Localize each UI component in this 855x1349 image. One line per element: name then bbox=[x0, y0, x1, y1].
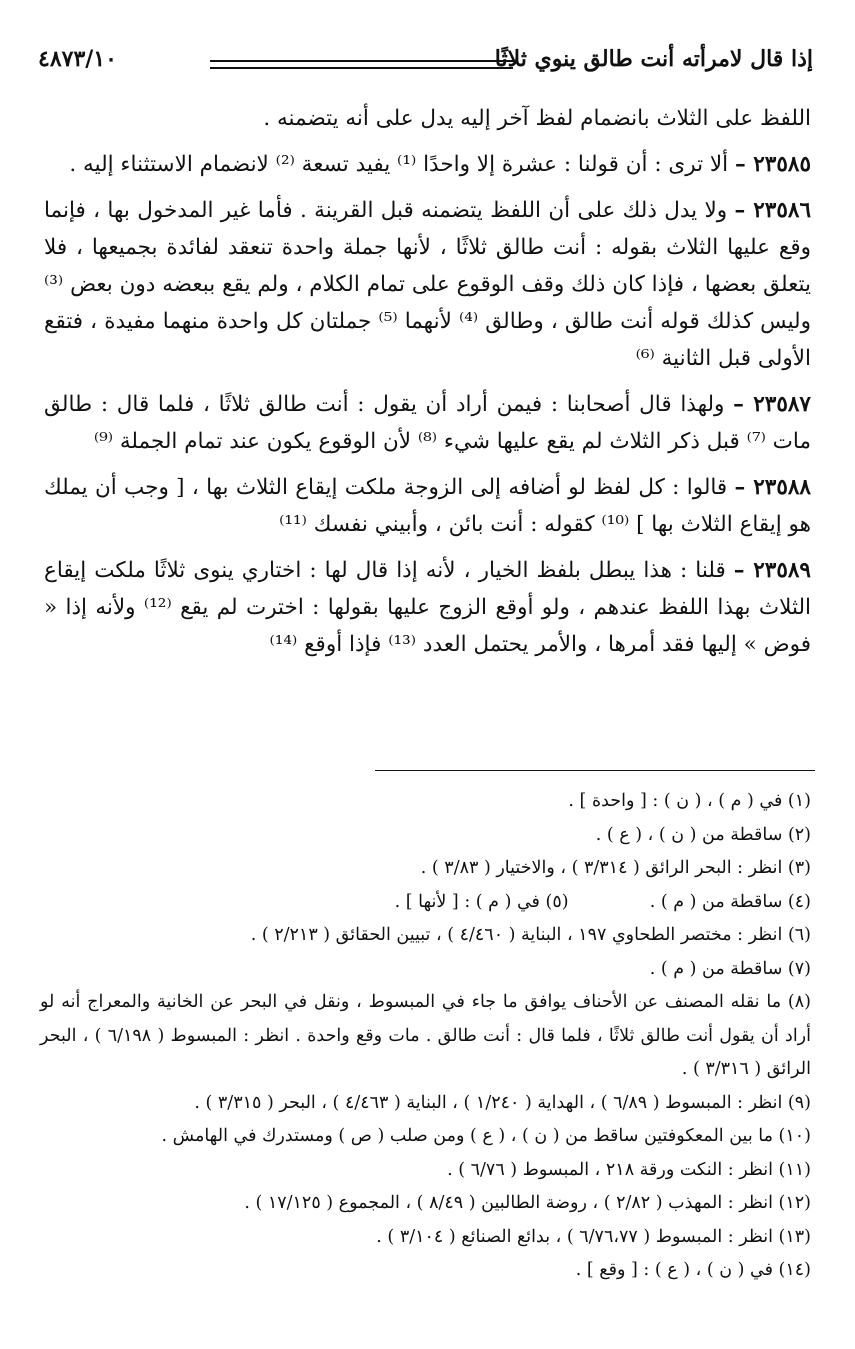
footnote: (٣) انظر : البحر الرائق ( ٣/٣١٤ ) ، والاختيار ( ٣/٨٣ ) . bbox=[420, 858, 811, 878]
footnote: (٨) ما نقله المصنف عن الأحناف يوافق ما جاء في المبسوط ، ونقل في البحر عن الخانية والمعراج أنه لو أراد أن يقول أنت طالق ثلاثًا ، فلما قال : أنت طالق . مات وقع واحدة . انظر : المبسوط ( ٦/١٩٨ ) ، البحر الرائق ( ٣/٣١٦ ) . bbox=[40, 992, 811, 1079]
page-number: ٤٨٧٣/١٠ bbox=[38, 46, 117, 72]
footnote: (٢) ساقطة من ( ن ) ، ( ع ) . bbox=[595, 824, 811, 845]
main-text bbox=[44, 100, 811, 672]
paragraph-number: ٢٣٥٨٦ – bbox=[734, 198, 811, 223]
paragraph-number: ٢٣٥٨٨ – bbox=[734, 475, 811, 500]
running-header bbox=[38, 46, 813, 92]
footnote: (١٢) انظر : المهذب ( ٢/٨٢ ) ، روضة الطالبين ( ٨/٤٩ ) ، المجموع ( ١٧/١٢٥ ) . bbox=[244, 1193, 811, 1213]
paragraph-number: ٢٣٥٨٩ – bbox=[733, 558, 811, 583]
paragraph: ٢٣٥٨٨ – قالوا : كل لفظ لو أضافه إلى الزوجة ملكت إيقاع الثلاث بها ، [ وجب أن يملك هو إيقاع الثلاث بها ] ⁽¹⁰⁾ كقوله : أنت بائن ، وأبيني نفسك ⁽¹¹⁾ bbox=[44, 475, 811, 537]
paragraph: ٢٣٥٨٦ – ولا يدل ذلك على أن اللفظ يتضمنه قبل القرينة . فأما غير المدخول بها ، فإنما وقع عليها الثلاث بقوله : أنت طالق ثلاثًا ، لأنها جملة واحدة تنعقد لفائدة بجميعها ، فلا يتعلق بعضها ، فإذا كان ذلك وقف الوقوع على تمام الكلام ، ولم يقع ببعضه دون بعض ⁽³⁾ وليس كذلك قوله أنت طالق ، وطالق ⁽⁴⁾ لأنهما ⁽⁵⁾ جملتان كل واحدة منهما مفيدة ، فتقع الأولى قبل الثانية ⁽⁶⁾ bbox=[44, 198, 811, 371]
footnote: (١) في ( م ) ، ( ن ) : [ واحدة ] . bbox=[568, 791, 811, 811]
header-rule bbox=[210, 60, 513, 69]
paragraph-number: ٢٣٥٨٥ – bbox=[735, 152, 811, 177]
footnote: (٦) انظر : مختصر الطحاوي ١٩٧ ، البناية ( ٤/٤٦٠ ) ، تبيين الحقائق ( ٢/٢١٣ ) . bbox=[250, 925, 811, 945]
paragraph: ٢٣٥٨٥ – ألا ترى : أن قولنا : عشرة إلا واحدًا ⁽¹⁾ يفيد تسعة ⁽²⁾ لانضمام الاستثناء إليه . bbox=[69, 152, 811, 177]
footnote: (١٣) انظر : المبسوط ( ٦/٧٦،٧٧ ) ، بدائع الصنائع ( ٣/١٠٤ ) . bbox=[376, 1226, 811, 1247]
footnote: (٧) ساقطة من ( م ) . bbox=[649, 958, 811, 979]
paragraph: ٢٣٥٨٧ – ولهذا قال أصحابنا : فيمن أراد أن يقول : أنت طالق ثلاثًا ، فلما قال : طالق مات ⁽⁷⁾ قبل ذكر الثلاث لم يقع عليها شيء ⁽⁸⁾ لأن الوقوع يكون عند تمام الجملة ⁽⁹⁾ bbox=[44, 392, 811, 454]
footnote: (١٠) ما بين المعكوفتين ساقط من ( ن ) ، ( ع ) ومن صلب ( ص ) ومستدرك في الهامش . bbox=[161, 1126, 811, 1146]
paragraph: ٢٣٥٨٩ – قلنا : هذا يبطل بلفظ الخيار ، لأنه إذا قال لها : اختاري ينوى ثلاثًا ملكت إيقاع الثلاث بهذا اللفظ عندهم ، ولو أوقع الزوج عليها بقولها : اخترت لم يقع ⁽¹²⁾ ولأنه إذا « فوض » إليها فقد أمرها ، والأمر يحتمل العدد ⁽¹³⁾ فإذا أوقع ⁽¹⁴⁾ bbox=[44, 558, 811, 657]
paragraph: اللفظ على الثلاث بانضمام لفظ آخر إليه يدل على أنه يتضمنه . bbox=[263, 106, 811, 131]
footnotes bbox=[40, 785, 811, 1288]
footnote-separator bbox=[375, 770, 815, 771]
header-title: إذا قال لامرأته أنت طالق ينوي ثلاثًا bbox=[494, 46, 813, 72]
footnote: (٩) انظر : المبسوط ( ٦/٨٩ ) ، الهداية ( ١/٢٤٠ ) ، البناية ( ٤/٤٦٣ ) ، البحر ( ٣/٣١٥ ) . bbox=[194, 1092, 811, 1113]
footnote: (١٤) في ( ن ) ، ( ع ) : [ وقع ] . bbox=[575, 1260, 811, 1280]
paragraph-number: ٢٣٥٨٧ – bbox=[733, 392, 811, 417]
footnote: (١١) انظر : النكت ورقة ٢١٨ ، المبسوط ( ٦/٧٦ ) . bbox=[447, 1159, 811, 1180]
footnote: (٤) ساقطة من ( م ) . (٥) في ( م ) : [ لأنها ] . bbox=[394, 891, 811, 912]
